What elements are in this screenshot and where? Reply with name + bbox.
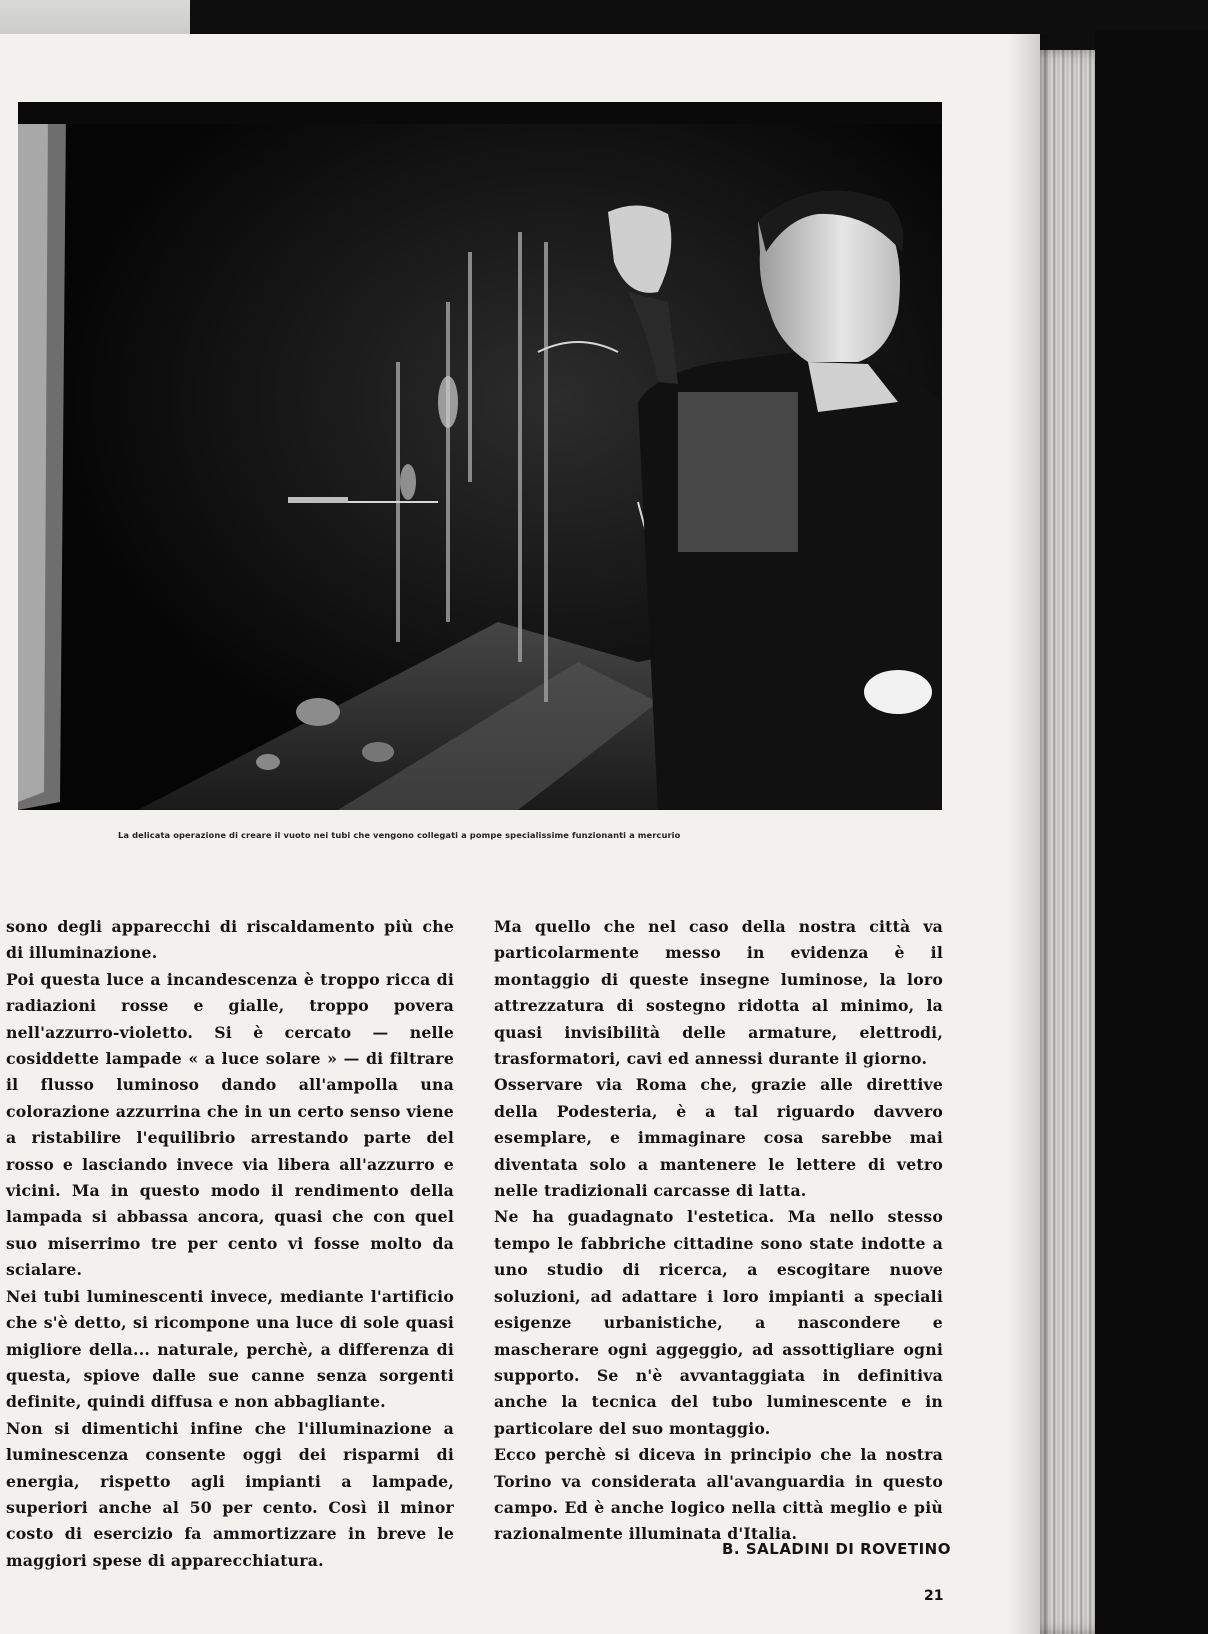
scan-right-border	[1095, 30, 1208, 1634]
article-photo	[18, 102, 942, 810]
paragraph: Poi questa luce a incandescenza è troppo ricca di radiazioni rosse e gialle, troppo povera nell'azzurro-violetto. Si è cercato — nelle cosiddette lampade « a luce solare » — di filtrare il flusso luminoso dando all'ampolla una colorazione azzurrina che in un certo senso viene a ristabilire l'equilibrio arrestando parte del rosso e lasciando invece via libera all'azzurro e vicini. Ma in questo modo il rendimento della lampada si abbassa ancora, quasi che con quel suo miserrimo tre per cento vi fosse molto da scialare.	[6, 969, 454, 1280]
paragraph: Ne ha guadagnato l'estetica. Ma nello stesso tempo le fabbriche cittadine sono state indotte a uno studio di ricerca, a escogitare nuove soluzioni, ad adattare i loro impianti a speciali esigenze urbanistiche, a nascondere e mascherare ogni aggeggio, ad assottigliare ogni supporto. Se n'è avvantaggiata in definitiva anche la tecnica del tubo luminescente e in particolare del suo montaggio.	[494, 1207, 943, 1438]
paragraph: Osservare via Roma che, grazie alle direttive della Podesteria, è a tal riguardo davvero esemplare, e immaginare cosa sarebbe mai diventata solo a mantenere le lettere di vetro nelle tradizionali carcasse di latta.	[494, 1075, 943, 1201]
man-operating-vacuum-apparatus-photo-icon	[18, 102, 942, 810]
author-signature: B. SALADINI DI ROVETINO	[722, 1540, 951, 1558]
photo-caption: La delicata operazione di creare il vuoto nei tubi che vengono collegati a pompe specialissime funzionanti a mercurio	[118, 830, 681, 840]
paragraph: sono degli apparecchi di riscaldamento più che di illuminazione.	[6, 917, 454, 963]
paragraph: Ma quello che nel caso della nostra città va particolarmente messo in evidenza è il montaggio di queste insegne luminose, la loro attrezzatura di sostegno ridotta al minimo, la quasi invisibilità delle armature, elettrodi, trasformatori, cavi ed annessi durante il giorno.	[494, 917, 943, 1069]
gutter-shadow	[1008, 34, 1048, 1634]
paragraph: Ecco perchè si diceva in principio che la nostra Torino va considerata all'avanguardia in questo campo. Ed è anche logico nella città meglio e più razionalmente illuminata d'Italia.	[494, 1445, 943, 1544]
paragraph: Non si dimentichi infine che l'illuminazione a luminescenza consente oggi dei risparmi di energia, rispetto agli impianti a lampade, superiori anche al 50 per cento. Così il minor costo di esercizio fa ammortizzare in breve le maggiori spese di apparecchiatura.	[6, 1418, 454, 1570]
paragraph: Nei tubi luminescenti invece, mediante l'artificio che s'è detto, si ricompone una luce di sole quasi migliore della... naturale, perchè, a differenza di questa, spiove dalle sue canne senza sorgenti definite, quindi diffusa e non abbagliante.	[6, 1286, 454, 1412]
page-number: 21	[924, 1588, 944, 1604]
article-right-column	[494, 914, 943, 1548]
article-left-column	[6, 914, 454, 1574]
